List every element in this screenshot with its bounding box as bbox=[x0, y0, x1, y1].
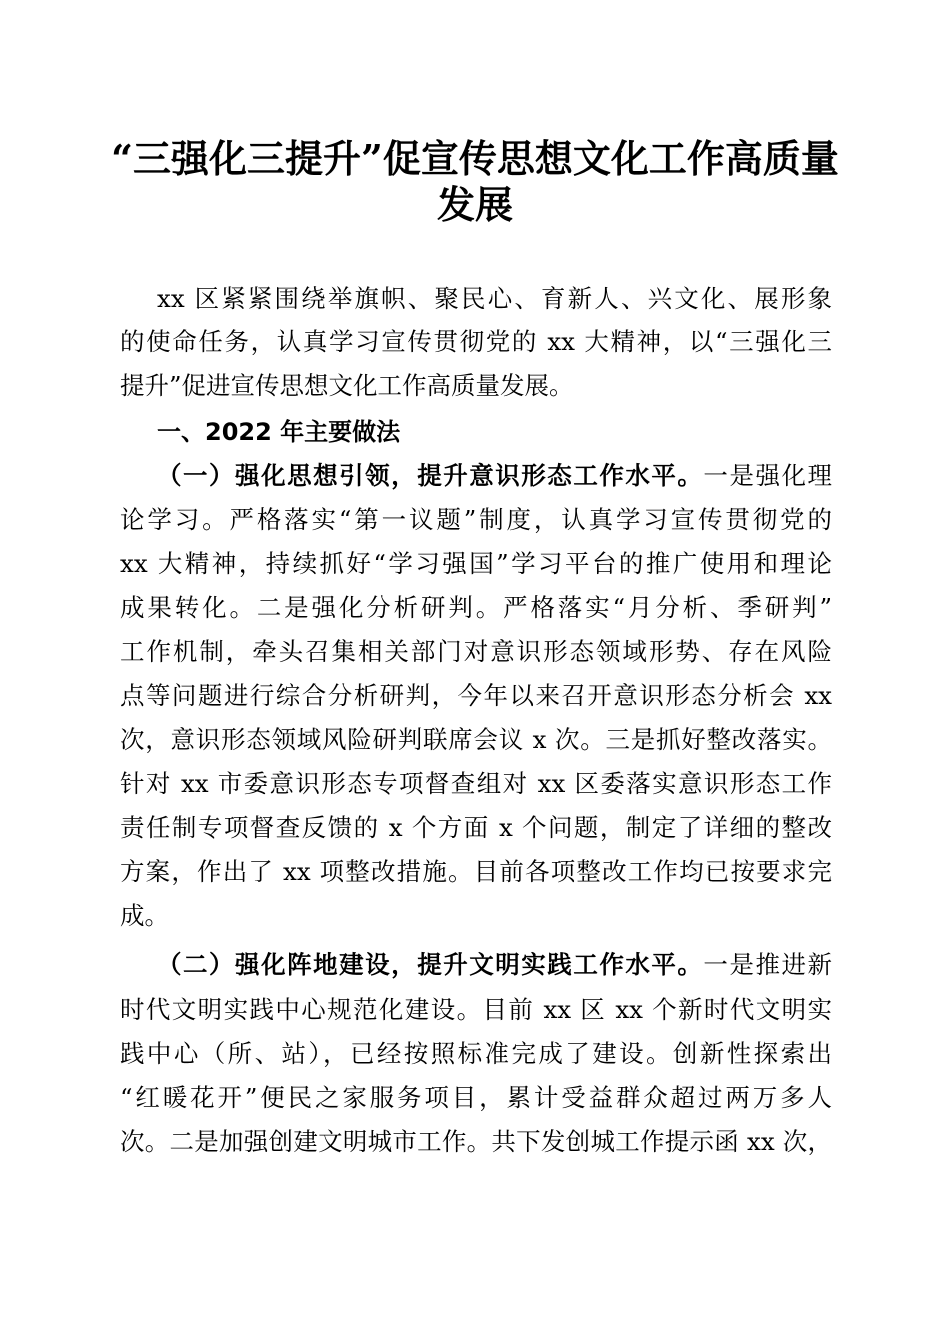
subsection-1-line-4: 成果转化。二是强化分析研判。严格落实“月分析、季研判” bbox=[120, 593, 832, 622]
subsection-1-line-1-rest: 一是强化理 bbox=[703, 461, 833, 490]
subsection-2-lead: （二）强化阵地建设，提升文明实践工作水平。 bbox=[157, 950, 704, 979]
subsection-1-line-5: 工作机制，牵头召集相关部门对意识形态领域形势、存在风险 bbox=[120, 637, 832, 666]
subsection-2-line-1-rest: 一是推进新 bbox=[703, 950, 833, 979]
subsection-2-line-1 bbox=[157, 950, 832, 980]
intro-line-2: 的使命任务，认真学习宣传贯彻党的 xx 大精神，以“三强化三 bbox=[120, 327, 832, 356]
subsection-2-line-3: 践中心（所、站），已经按照标准完成了建设。创新性探索出 bbox=[120, 1039, 832, 1068]
section-heading: 一、2022 年主要做法 bbox=[157, 418, 401, 446]
subsection-1-line-3: xx 大精神，持续抓好“学习强国”学习平台的推广使用和理论 bbox=[120, 549, 832, 578]
subsection-2-line-5: 次。二是加强创建文明城市工作。共下发创城工作提示函 xx 次， bbox=[120, 1127, 832, 1156]
subsection-1-line-7: 次，意识形态领域风险研判联席会议 x 次。三是抓好整改落实。 bbox=[120, 725, 832, 754]
document-title-line-2: 发展 bbox=[436, 182, 513, 227]
subsection-1-line-11: 成。 bbox=[120, 901, 169, 930]
subsection-1-line-8: 针对 xx 市委意识形态专项督查组对 xx 区委落实意识形态工作 bbox=[120, 769, 832, 798]
subsection-1-line-1 bbox=[157, 461, 832, 491]
subsection-2-line-2: 时代文明实践中心规范化建设。目前 xx 区 xx 个新时代文明实 bbox=[120, 995, 832, 1024]
subsection-1-line-10: 方案，作出了 xx 项整改措施。目前各项整改工作均已按要求完 bbox=[120, 857, 832, 886]
subsection-1-line-9: 责任制专项督查反馈的 x 个方面 x 个问题，制定了详细的整改 bbox=[120, 813, 832, 842]
subsection-2-line-4: “红暖花开”便民之家服务项目，累计受益群众超过两万多人 bbox=[120, 1083, 832, 1112]
subsection-1-line-6: 点等问题进行综合分析研判，今年以来召开意识形态分析会 xx bbox=[120, 681, 832, 710]
intro-line-3: 提升”促进宣传思想文化工作高质量发展。 bbox=[120, 371, 574, 400]
subsection-1-line-2: 论学习。严格落实“第一议题”制度，认真学习宣传贯彻党的 bbox=[120, 505, 832, 534]
document-title-line-1: “三强化三提升”促宣传思想文化工作高质量 bbox=[111, 136, 839, 181]
subsection-1-lead: （一）强化思想引领，提升意识形态工作水平。 bbox=[157, 461, 704, 490]
intro-line-1: xx 区紧紧围绕举旗帜、聚民心、育新人、兴文化、展形象 bbox=[157, 284, 832, 313]
